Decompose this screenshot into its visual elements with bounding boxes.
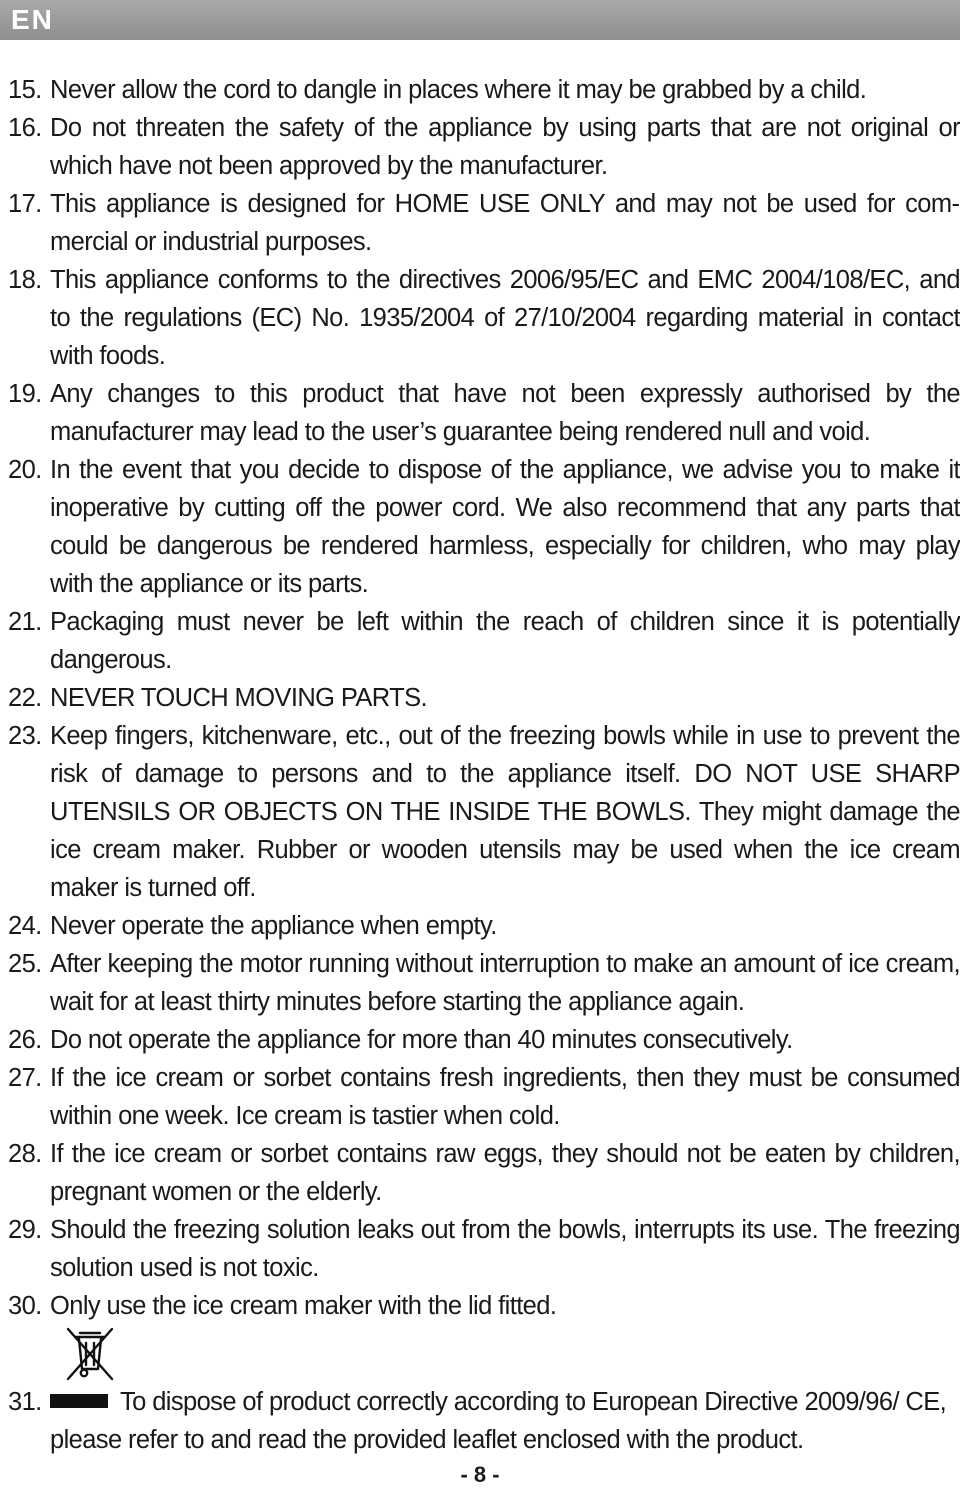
item-number: 27. [8, 1064, 42, 1092]
item-text: If the ice cream or sorbet contains raw eggs, they should not be eaten by children, pregnant women or the elderly. [50, 1140, 960, 1206]
list-item [8, 1059, 960, 1135]
item-number: 21. [8, 608, 42, 636]
list-item [8, 1211, 960, 1287]
weee-symbol-area [8, 1325, 960, 1383]
list-item [8, 679, 960, 717]
item-text: Should the freezing solution leaks out from the bowls, interrupts its use. The freezing solution used is not toxic. [50, 1216, 960, 1282]
item-number: 28. [8, 1140, 42, 1168]
item-text: In the event that you decide to dispose of the appliance, we advise you to make it inoperative by cutting off the power cord. We also recommend that any parts that could be dangerous be rendered harmless, especially for children, who may play with the appliance or its parts. [50, 456, 960, 598]
item-number: 15. [8, 76, 42, 104]
item-number: 16. [8, 114, 42, 142]
item-text: NEVER TOUCH MOVING PARTS. [50, 684, 428, 712]
item-text: If the ice cream or sorbet contains fresh ingredients, then they must be consumed within one week. Ice cream is tastier when cold. [50, 1064, 960, 1130]
list-item [8, 945, 960, 1021]
list-item [8, 451, 960, 603]
language-code: EN [11, 4, 54, 35]
item-number: 24. [8, 912, 42, 940]
item-number: 25. [8, 950, 42, 978]
list-item [8, 109, 960, 185]
item-text: After keeping the motor running without interruption to make an amount of ice cream, wait for at least thirty minutes before starting the appliance again. [50, 950, 960, 1016]
page-number: - 8 - [460, 1462, 500, 1487]
item-text: Keep fingers, kitchenware, etc., out of the freezing bowls while in use to prevent the risk of damage to persons and to the appliance itself. DO NOT USE SHARP UTENSILS OR OBJECTS ON THE INSIDE THE BOWLS. They might damage the ice cream maker. Rubber or wooden utensils may be used when the ice cream maker is turned off. [50, 722, 960, 902]
item-number: 17. [8, 190, 42, 218]
item-text: Never operate the appliance when empty. [50, 912, 497, 940]
list-item [8, 603, 960, 679]
item-text: This appliance conforms to the directives 2006/95/EC and EMC 2004/108/EC, and to the regulations (EC) No. 1935/2004 of 27/10/2004 regarding material in contact with foods. [50, 266, 960, 370]
list-item [8, 375, 960, 451]
list-item [8, 1135, 960, 1211]
item-text: Only use the ice cream maker with the lid fitted. [50, 1292, 557, 1320]
list-item [8, 907, 960, 945]
list-item [8, 717, 960, 907]
black-bar-icon [50, 1394, 108, 1408]
item-text: Do not threaten the safety of the appliance by using parts that are not original or which have not been approved by the manufacturer. [50, 114, 960, 180]
list-item [8, 1021, 960, 1059]
item-number: 22. [8, 684, 42, 712]
crossed-out-wheelie-bin-icon [60, 1325, 120, 1383]
item-number: 18. [8, 266, 42, 294]
item-number: 23. [8, 722, 42, 750]
item-text: Any changes to this product that have not been expressly authorised by the manufacturer may lead to the user’s guarantee being rendered null and void. [50, 380, 960, 446]
list-item-disposal [8, 1383, 960, 1459]
disposal-text: To dispose of product correctly according to European Directive 2009/96/ CE, please refer to and read the provided leaflet enclosed with the product. [50, 1388, 947, 1454]
language-header-bar [0, 0, 960, 40]
item-number: 31. [8, 1388, 42, 1416]
item-number: 19. [8, 380, 42, 408]
item-text [50, 1383, 960, 1459]
list-item [8, 261, 960, 375]
item-text: Never allow the cord to dangle in places where it may be grabbed by a child. [50, 76, 867, 104]
item-text: Packaging must never be left within the reach of children since it is potentially dangerous. [50, 608, 960, 674]
list-item [8, 185, 960, 261]
item-text: This appliance is designed for HOME USE ONLY and may not be used for commercial or industrial purposes. [50, 190, 960, 256]
item-number: 26. [8, 1026, 42, 1054]
safety-instructions-list [8, 71, 960, 1459]
list-item [8, 1287, 960, 1325]
item-text: Do not operate the appliance for more than 40 minutes consecutively. [50, 1026, 793, 1054]
item-number: 20. [8, 456, 42, 484]
item-number: 30. [8, 1292, 42, 1320]
item-number: 29. [8, 1216, 42, 1244]
list-item [8, 71, 960, 109]
